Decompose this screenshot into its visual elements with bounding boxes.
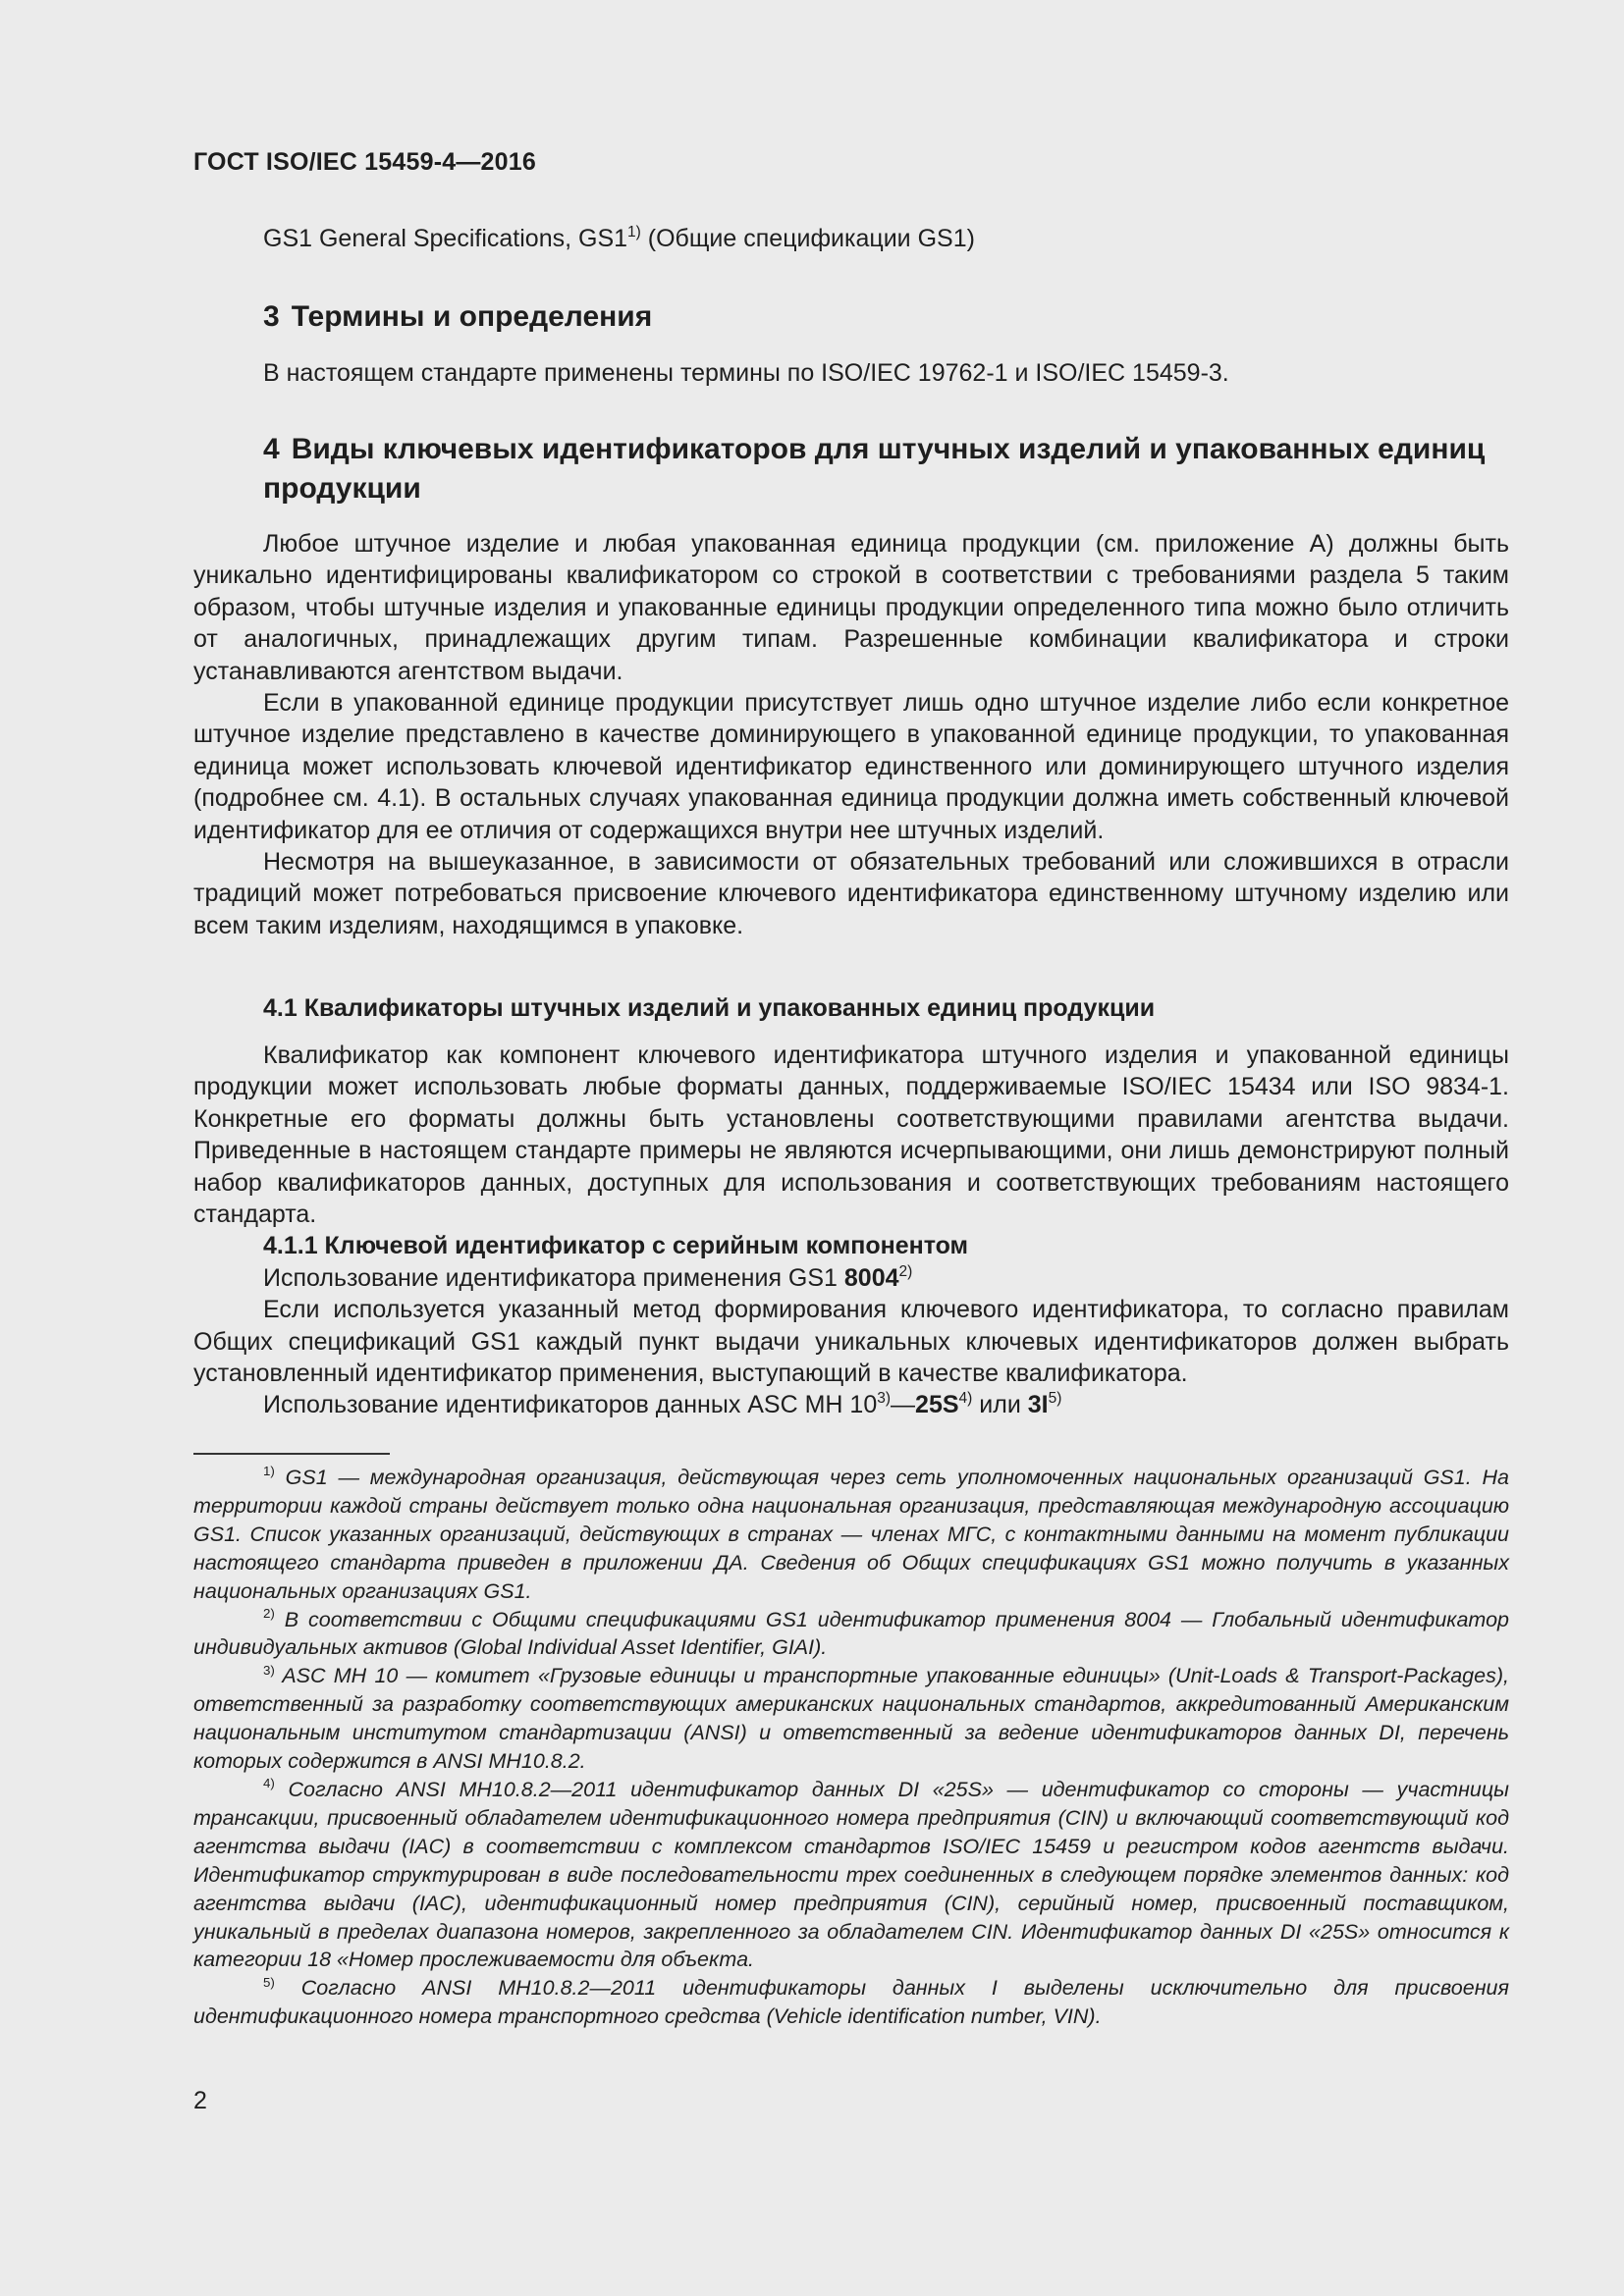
section-4-heading	[263, 430, 1510, 508]
footnote-4-text: Согласно ANSI MH10.8.2—2011 идентификатор данных DI «25S» — идентификатор со стороны — участницы трансакции, присвоенный обладателем идентификационного номера предприятия (CIN) и включающий соответствующий код агентства выдачи (IAC) в соответствии с комплексом стандартов ISO/IEC 15459 и регистром кодов агентств выдачи. Идентификатор структурирован в виде последовательности трех соединенных в следующем порядке элементов данных: код агентства выдачи (IAC), идентификационный номер предприятия (CIN), серийный номер, присвоенный поставщиком, уникальный в пределах диапазона номеров, закрепленного за обладателем CIN. Идентификатор данных DI «25S» относится к категории 18 «Номер прослеживаемости для объекта.	[193, 1777, 1509, 1972]
section-3-title: Термины и определения	[291, 300, 653, 333]
footnote-1-mark: 1)	[263, 1464, 275, 1479]
section-4-1-1-paragraph: Если используется указанный метод формирования ключевого идентификатора, то согласно правилам Общих спецификаций GS1 каждый пункт выдачи уникальных ключевых идентификаторов должен выбрать установленный идентификатор применения, выступающий в качестве квалификатора.	[193, 1296, 1509, 1388]
page-number: 2	[193, 2087, 207, 2114]
use-ai-code: 8004	[843, 1263, 899, 1292]
footnote-1	[193, 1464, 1509, 1606]
section-3-text: В настоящем стандарте применены термины по ISO/IEC 19762-1 и ISO/IEC 15459-3.	[263, 359, 1229, 387]
use-di-dash: —	[891, 1391, 916, 1419]
section-4-1-body	[193, 1040, 1509, 1421]
footnote-2-mark: 2)	[263, 1605, 275, 1621]
footnote-3	[193, 1662, 1509, 1776]
use-ai-line	[193, 1262, 1509, 1294]
footnote-5	[193, 1974, 1509, 2031]
footnote-separator	[193, 1453, 390, 1455]
footnote-ref-2[interactable]: 2)	[898, 1262, 913, 1280]
section-4-number: 4	[263, 433, 280, 465]
section-4-title: Виды ключевых идентификаторов для штучных изделий и упакованных единиц продукции	[263, 433, 1486, 505]
footnotes	[193, 1464, 1509, 2031]
section-4-1-heading: 4.1 Квалификаторы штучных изделий и упакованных единиц продукции	[263, 994, 1156, 1022]
footnote-2-text: В соответствии с Общими спецификациями GS1 идентификатор применения 8004 — Глобальный идентификатор индивидуальных активов (Global Individual Asset Identifier, GIAI).	[193, 1607, 1509, 1660]
use-di-code-3i: 3I	[1027, 1391, 1049, 1419]
section-3-number: 3	[263, 300, 280, 333]
use-di-line	[193, 1389, 1509, 1420]
footnote-1-text: GS1 — международная организация, действующая через сеть уполномоченных национальных организаций GS1. На территории каждой страны действует только одна национальная организация, представляющая международную ассоциацию GS1. Список указанных организаций, действующих в странах — членах МГС, с контактными данными на момент публикации настоящего стандарта приведен в приложении ДА. Сведения об Общих спецификациях GS1 можно получить в указанных национальных организациях GS1.	[193, 1466, 1509, 1603]
footnote-ref-1[interactable]: 1)	[627, 223, 641, 240]
use-di-code-25s: 25S	[915, 1391, 959, 1419]
section-3-heading	[263, 297, 652, 337]
use-ai-text: Использование идентификатора применения GS1	[263, 1263, 844, 1292]
footnote-3-text: ASC MH 10 — комитет «Грузовые единицы и транспортные упакованные единицы» (Unit-Loads & Transport-Packages), ответственный за разработку соответствующих американских национальных стандартов, аккредитованный Американским национальным институтом стандартизации (ANSI) и ответственный за ведение идентификаторов данных DI, перечень которых содержится в ANSI MH10.8.2.	[193, 1664, 1509, 1774]
footnote-5-text: Согласно ANSI MH10.8.2—2011 идентификаторы данных I выделены исключительно для присвоения идентификационного номера транспортного средства (Vehicle identification number, VIN).	[193, 1976, 1509, 2029]
use-di-or: или	[972, 1391, 1028, 1419]
footnote-ref-3[interactable]: 3)	[877, 1390, 892, 1408]
document-header: ГОСТ ISO/IEC 15459-4—2016	[193, 148, 536, 176]
section-4-paragraph-1: Любое штучное изделие и любая упакованная единица продукции (см. приложение А) должны быть уникально идентифицированы квалификатором со строкой в соответствии с требованиями раздела 5 таким образом, чтобы штучные изделия и упакованные единицы продукции определенного типа можно было отличить от аналогичных, принадлежащих другим типам. Разрешенные комбинации квалификатора и строки устанавливаются агентством выдачи.	[193, 530, 1509, 685]
footnote-4	[193, 1776, 1509, 1974]
footnote-ref-5[interactable]: 5)	[1048, 1390, 1062, 1408]
footnote-4-mark: 4)	[263, 1776, 275, 1791]
footnote-5-mark: 5)	[263, 1974, 275, 1990]
footnote-ref-4[interactable]: 4)	[958, 1390, 973, 1408]
section-4-1-paragraph: Квалификатор как компонент ключевого идентификатора штучного изделия и упакованной единицы продукции может использовать любые форматы данных, поддерживаемые ISO/IEC 15434 или ISO 9834-1. Конкретные его форматы должны быть установлены соответствующими правилами агентства выдачи. Приведенные в настоящем стандарте примеры не являются исчерпывающими, они лишь демонстрируют полный набор квалификаторов данных, доступных для использования и соответствующих требованиям настоящего стандарта.	[193, 1041, 1509, 1229]
section-4-paragraph-2: Если в упакованной единице продукции присутствует лишь одно штучное изделие либо если конкретное штучное изделие представлено в качестве доминирующего в упакованной единице продукции, то упакованная единица может использовать ключевой идентификатор единственного или доминирующего штучного изделия (подробнее см. 4.1). В остальных случаях упакованная единица продукции должна иметь собственный ключевой идентификатор для ее отличия от содержащихся внутри нее штучных изделий.	[193, 689, 1509, 844]
normative-reference-text: GS1 General Specifications, GS1	[263, 225, 628, 252]
footnote-2	[193, 1606, 1509, 1663]
section-4-body	[193, 528, 1509, 941]
normative-reference-translation: (Общие спецификации GS1)	[640, 225, 975, 252]
use-di-text: Использование идентификаторов данных ASC MH 10	[263, 1391, 878, 1419]
section-4-1-1-heading: 4.1.1 Ключевой идентификатор с серийным компонентом	[263, 1232, 969, 1260]
normative-reference	[263, 225, 975, 253]
section-4-paragraph-3: Несмотря на вышеуказанное, в зависимости от обязательных требований или сложившихся в отрасли традиций может потребоваться присвоение ключевого идентификатора единственному штучному изделию или всем таким изделиям, находящимся в упаковке.	[193, 848, 1509, 939]
footnote-3-mark: 3)	[263, 1662, 275, 1678]
